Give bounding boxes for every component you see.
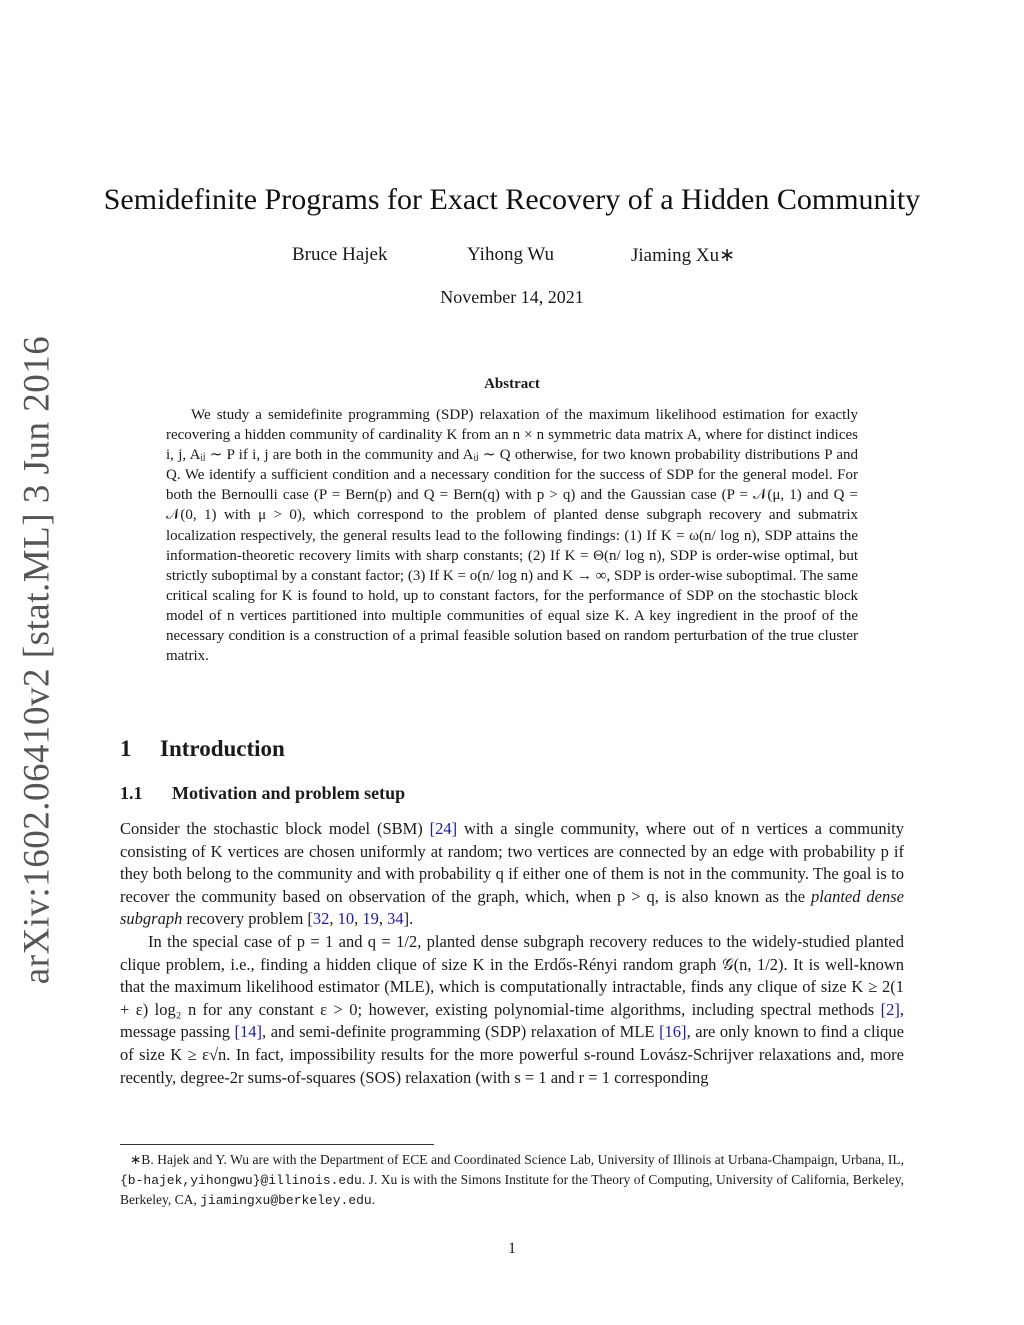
- section-number: 1: [120, 736, 132, 761]
- text-run: ∗B. Hajek and Y. Wu are with the Department of ECE and Coordinated Science Lab, University of Illinois at Urbana-Champaign, Urbana, IL,: [130, 1152, 904, 1167]
- paper-title: Semidefinite Programs for Exact Recovery of a Hidden Community: [103, 183, 921, 216]
- body-paragraph: [120, 818, 904, 931]
- text-run: with a single community, where out of n vertices a community consisting of K vertices are chosen uniformly at random; two vertices are connected by an edge with probability p if they both belong to the community and with probability q if either one of them is not in the community. The goal is to recover the community based on observation of the graph, which, when p > q, is also known as the: [120, 819, 904, 906]
- section-heading: [120, 736, 285, 762]
- text-run: recovery problem [: [182, 909, 313, 929]
- author-list: [0, 244, 1024, 270]
- author-name: Jiaming Xu∗: [631, 245, 736, 266]
- arxiv-sidebar-stamp: [12, 335, 62, 985]
- subsection-title: Motivation and problem setup: [172, 783, 406, 803]
- text-run: .: [371, 1192, 376, 1208]
- text-run: In the special case of p = 1 and q = 1/2, planted dense subgraph recovery reduces to the widely-studied planted clique problem, i.e., finding a hidden clique of size K in the Erdős-Rényi random graph 𝒢(n, 1/2). It is well-known that the maximum likelihood estimator (MLE), which is computationally intractable, finds any clique of size K ≥ 2(1 + ε) log₂ n for any constant ε > 0; however, existing polynomial-time algorithms, including spectral methods: [120, 931, 904, 1019]
- citation-link[interactable]: [14]: [234, 1022, 263, 1042]
- arxiv-identifier: arXiv:1602.06410v2 [stat.ML] 3 Jun 2016: [16, 335, 58, 985]
- abstract-heading: Abstract: [484, 376, 540, 392]
- citation-link[interactable]: 19: [362, 909, 379, 929]
- paper-date: November 14, 2021: [440, 287, 584, 307]
- text-run: ,: [378, 909, 388, 929]
- email-address: {b-hajek,yihongwu}@illinois.edu: [120, 1172, 362, 1188]
- author-name: Yihong Wu: [467, 244, 555, 265]
- subsection-number: 1.1: [120, 783, 143, 803]
- text-run: , are only known to find a clique of size K ≥ ε√n. In fact, impossibility results for the more powerful s-round Lovász-Schrijver relaxations and, more recently, degree-2r sums-of-squares (SOS) relaxation (with s = 1 and r = 1 corresponding: [120, 1022, 904, 1087]
- footnote: [120, 1150, 904, 1211]
- text-run: . J. Xu is with the Simons Institute for the Theory of Computing, University of California, Berkeley, Berkeley, CA,: [120, 1171, 904, 1208]
- text-run: , and semi-definite programming (SDP) relaxation of MLE: [262, 1022, 660, 1042]
- subsection-heading: [120, 783, 405, 804]
- body-paragraph: [120, 931, 904, 1089]
- citation-link[interactable]: 34: [387, 909, 404, 929]
- abstract-text: We study a semidefinite programming (SDP) relaxation of the maximum likelihood estimation for exactly recovering a hidden community of cardinality K from an n × n symmetric data matrix A, where for distinct indices i, j, Aᵢⱼ ∼ P if i, j are both in the community and Aᵢⱼ ∼ Q otherwise, for two known probability distributions P and Q. We identify a sufficient condition and a necessary condition for the success of SDP for the general model. For both the Bernoulli case (P = Bern(p) and Q = Bern(q) with p > q) and the Gaussian case (P = 𝒩(μ, 1) and Q = 𝒩(0, 1) with μ > 0), which correspond to the problem of planted dense subgraph recovery and submatrix localization respectively, the general results lead to the following findings: (1) If K = ω(n/ log n), SDP attains the information-theoretic recovery limits with sharp constants; (2) If K = Θ(n/ log n), SDP is order-wise optimal, but strictly suboptimal by a constant factor; (3) If K = o(n/ log n) and K → ∞, SDP is order-wise suboptimal. The same critical scaling for K is found to hold, up to constant factors, for the performance of SDP on the stochastic block model of n vertices partitioned into multiple communities of equal size K. A key ingredient in the proof of the necessary condition is a construction of a primal feasible solution based on random perturbation of the true cluster matrix.: [166, 407, 858, 665]
- citation-link[interactable]: [24]: [429, 819, 458, 838]
- section-title: Introduction: [160, 736, 285, 761]
- email-address: jiamingxu@berkeley.edu: [200, 1193, 372, 1209]
- emphasized-term: planted dense subgraph: [120, 886, 904, 929]
- citation-link[interactable]: [16]: [659, 1022, 687, 1042]
- text-run: ,: [329, 909, 338, 929]
- text-run: , message passing: [120, 999, 904, 1042]
- text-run: Consider the stochastic block model (SBM): [120, 819, 430, 838]
- body-text: [120, 818, 904, 1089]
- text-run: ,: [354, 909, 363, 929]
- page-number: 1: [508, 1240, 516, 1257]
- footnote-divider: [120, 1144, 434, 1145]
- citation-link[interactable]: 32: [312, 909, 330, 929]
- citation-link[interactable]: [2]: [880, 999, 900, 1019]
- text-run: ].: [403, 909, 414, 929]
- author-name: Bruce Hajek: [292, 244, 388, 265]
- citation-link[interactable]: 10: [337, 909, 355, 929]
